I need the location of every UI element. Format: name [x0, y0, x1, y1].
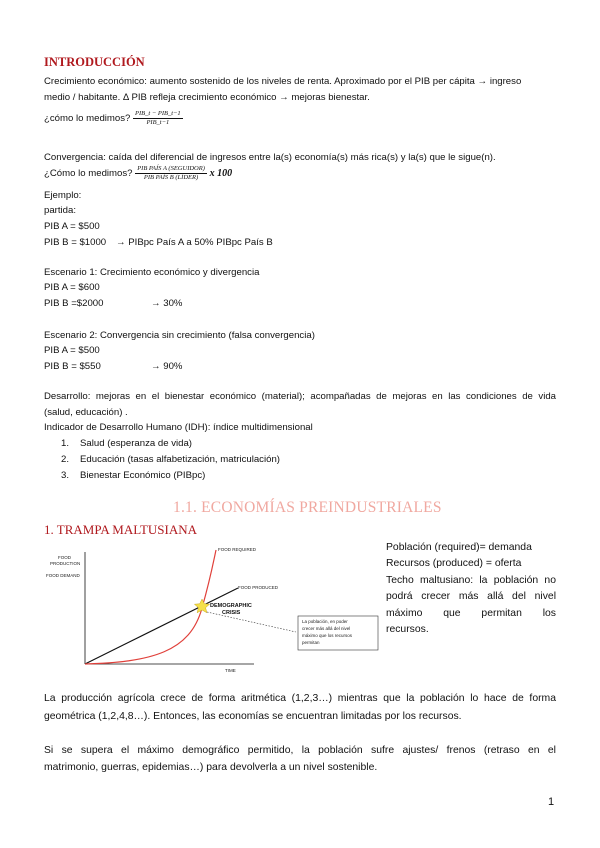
- idh-item-text: Salud (esperanza de vida): [80, 438, 192, 449]
- chart-note-line: máximo que los recursos: [302, 633, 353, 638]
- idh-item-number: 1.: [61, 438, 70, 449]
- idh-item-text: Bienestar Económico (PIBpc): [80, 470, 206, 481]
- malthus-side-line-5: máximo que permitan los: [386, 608, 556, 619]
- food-required-curve: [85, 550, 216, 664]
- convergence-measure-question: ¿Cómo lo medimos?: [44, 168, 133, 179]
- intro-measure-row: [44, 108, 183, 130]
- chart-y-label-top: FOOD: [58, 555, 71, 560]
- idh-item-number: 2.: [61, 454, 70, 465]
- food-required-label: FOOD REQUIRED: [218, 547, 257, 552]
- scenario1-pib-b: PIB B =$2000: [44, 298, 104, 309]
- idh-item: [61, 437, 192, 450]
- growth-formula-denominator: PIB_t−1: [146, 118, 170, 126]
- scenario2-title: Escenario 2: Convergencia sin crecimiento (falsa convergencia): [44, 330, 315, 341]
- crisis-pointer: [207, 612, 296, 632]
- scenario2-pib-b: PIB B = $550: [44, 361, 101, 372]
- development-line-2: (salud, educación) .: [44, 407, 128, 418]
- intro-line-2: medio / habitante. Δ PIB refleja crecimiento económico → mejoras bienestar.: [44, 92, 370, 103]
- idh-item: [61, 453, 280, 466]
- growth-formula-numerator: PIB_t − PIB_t−1: [135, 109, 181, 117]
- scenario1-pib-a: PIB A = $600: [44, 282, 100, 293]
- malthus-paragraph-1-line-1: La producción agrícola crece de forma aritmética (1,2,3…) mientras que la población lo hace de forma: [44, 693, 556, 704]
- scenario2-pib-a: PIB A = $500: [44, 345, 100, 356]
- development-line-1: Desarrollo: mejoras en el bienestar económico (material); acompañadas de mejoras en las condiciones de vida: [44, 391, 556, 402]
- chart-y-label-top2: PRODUCTION: [50, 561, 81, 566]
- malthus-side-line-1: Población (required)= demanda: [386, 542, 532, 553]
- convergence-formula-numerator: PIB PAÍS A (SEGUIDOR): [137, 164, 205, 172]
- chart-y-label-bottom: FOOD DEMAND: [46, 573, 80, 578]
- scenario1-result: → 30%: [151, 298, 183, 309]
- malthus-side-line-4: podrá crecer más allá del nivel: [386, 591, 556, 602]
- malthus-paragraph-2-line-1: Si se supera el máximo demográfico permitido, la población sufre ajustes/ frenos (retraso en el: [44, 745, 556, 756]
- idh-line: Indicador de Desarrollo Humano (IDH): índice multidimensional: [44, 422, 313, 433]
- malthus-side-line-3: Techo maltusiano: la población no: [386, 575, 556, 586]
- section-title: 1.1. ECONOMÍAS PREINDUSTRIALES: [173, 499, 442, 516]
- chart-note-line: crecer más allá del nivel: [302, 626, 351, 631]
- start-pib-b: PIB B = $1000: [44, 237, 107, 248]
- malthus-heading: 1. TRAMPA MALTUSIANA: [44, 522, 198, 537]
- malthus-side-line-2: Recursos (produced) = oferta: [386, 558, 522, 569]
- intro-measure-question: ¿cómo lo medimos?: [44, 113, 131, 124]
- food-produced-label: FOOD PRODUCED: [238, 585, 279, 590]
- malthusian-chart: [42, 544, 382, 678]
- scenario1-title: Escenario 1: Crecimiento económico y divergencia: [44, 267, 260, 278]
- convergence-formula-denominator: PIB PAÍS B (LÍDER): [143, 173, 199, 181]
- convergence-measure-row: [44, 163, 232, 185]
- crisis-label-1: DEMOGRAPHIC: [210, 603, 252, 609]
- crisis-label-2: CRISIS: [222, 610, 241, 616]
- example-label: Ejemplo:: [44, 190, 82, 201]
- growth-formula: [133, 110, 183, 127]
- start-result: → PIBpc País A a 50% PIBpc País B: [116, 237, 273, 248]
- chart-note-line: permitan: [302, 640, 320, 645]
- chart-x-label: TIME: [225, 668, 236, 673]
- idh-item: [61, 469, 206, 482]
- idh-item-text: Educación (tasas alfabetización, matriculación): [80, 454, 280, 465]
- convergence-definition: Convergencia: caída del diferencial de ingresos entre la(s) economía(s) más rica(s) y la(s) que le sigue(n).: [44, 152, 496, 163]
- page-number: 1: [548, 796, 555, 808]
- crisis-star-icon: [194, 599, 209, 613]
- idh-item-number: 3.: [61, 470, 70, 481]
- chart-note-line: La población, en poder: [302, 619, 348, 624]
- scenario2-result: → 90%: [151, 361, 183, 372]
- malthus-side-line-6: recursos.: [386, 624, 429, 635]
- start-label: partida:: [44, 205, 76, 216]
- malthus-paragraph-1-line-2: geométrica (1,2,4,8…). Entonces, las economías se encuentran limitadas por los recursos.: [44, 711, 462, 722]
- malthus-paragraph-2-line-2: matrimonio, guerras, epidemias…) para devolverla a un nivel sostenible.: [44, 762, 378, 773]
- convergence-formula: [135, 165, 207, 182]
- start-pib-a: PIB A = $500: [44, 221, 100, 232]
- convergence-formula-factor: x 100: [209, 168, 233, 179]
- intro-heading: INTRODUCCIÓN: [44, 55, 145, 69]
- intro-line-1: Crecimiento económico: aumento sostenido de los niveles de renta. Aproximado por el PIB per cápita → ingreso: [44, 76, 522, 87]
